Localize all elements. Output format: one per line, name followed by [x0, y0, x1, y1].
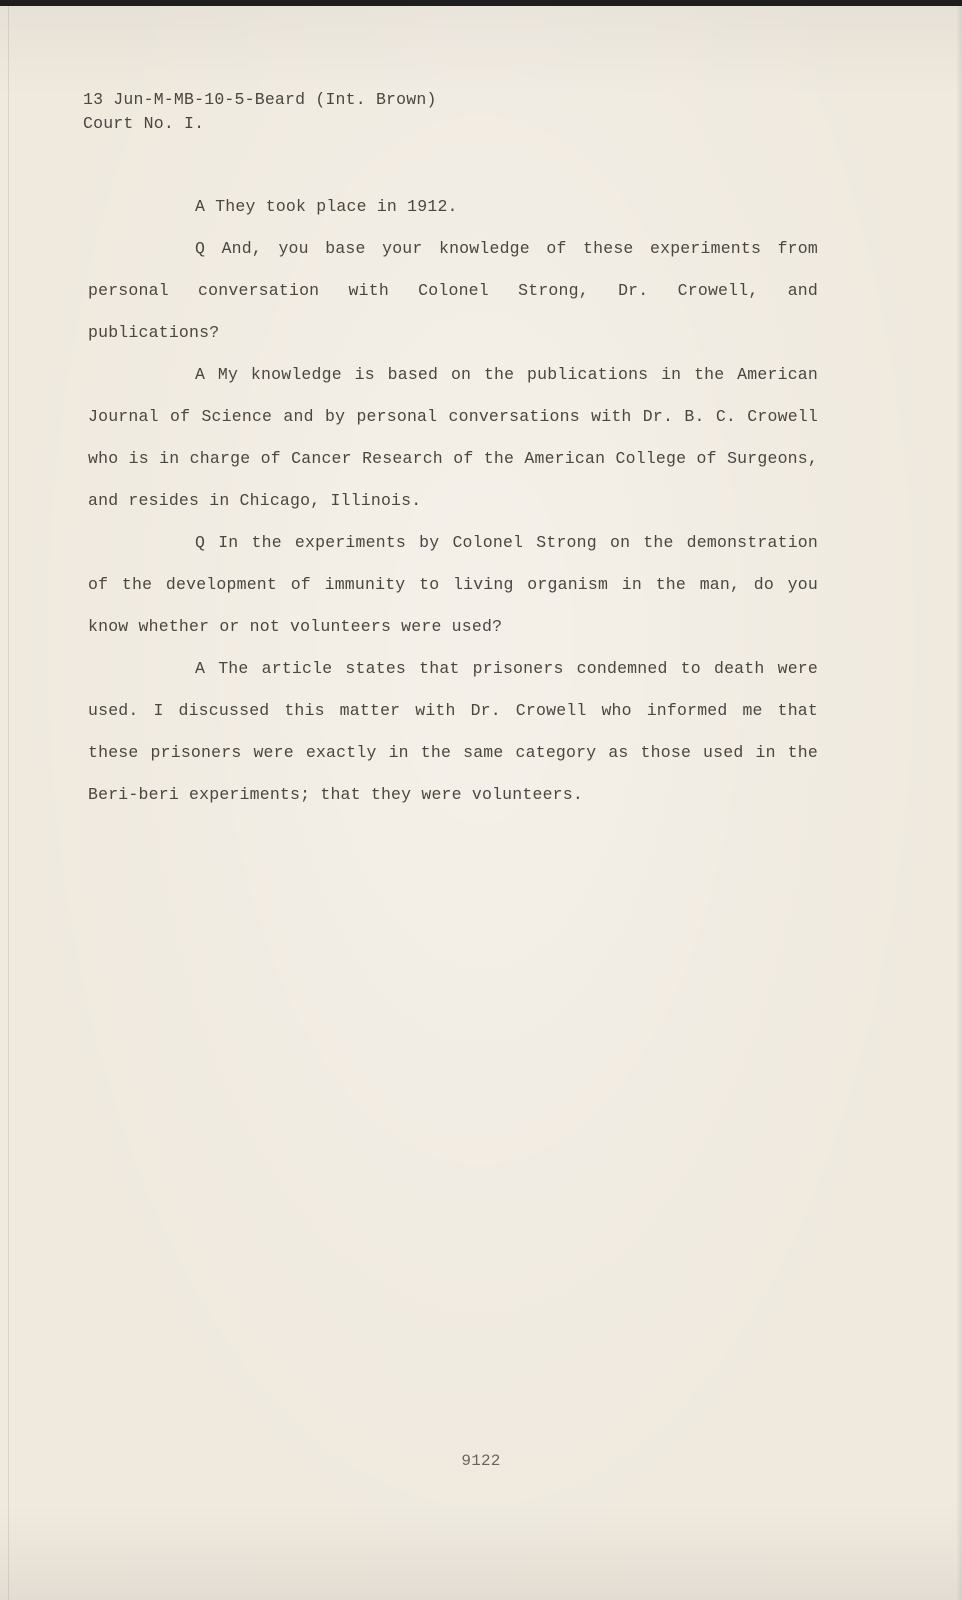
- transcript-body: [88, 186, 818, 816]
- transcript-paragraph-answer-1: A They took place in 1912.: [195, 197, 458, 216]
- transcript-paragraph-answer-3: A The article states that prisoners condemned to death were used. I discussed this matter with Dr. Crowell who informed me that these prisoners were exactly in the same category as those used in the Beri-beri experiments; that they were volunteers.: [88, 659, 818, 804]
- transcript-paragraph-question-1: Q And, you base your knowledge of these experiments from personal conversation with Colonel Strong, Dr. Crowell, and publications?: [88, 239, 818, 342]
- scan-right-shadow: [956, 6, 962, 1600]
- scan-left-rule: [8, 6, 9, 1600]
- transcript-paragraph-question-2: Q In the experiments by Colonel Strong on the demonstration of the development of immunity to living organism in the man, do you know whether or not volunteers were used?: [88, 533, 818, 636]
- header-court-line: Court No. I.: [83, 114, 205, 133]
- header-case-line: 13 Jun-M-MB-10-5-Beard (Int. Brown): [83, 90, 437, 109]
- transcript-paragraph-answer-2: A My knowledge is based on the publications in the American Journal of Science and by personal conversations with Dr. B. C. Crowell who is in charge of Cancer Research of the American College of Surgeons, and resides in Chicago, Illinois.: [88, 365, 818, 510]
- document-header: [83, 88, 437, 136]
- scan-top-edge: [0, 0, 962, 6]
- page-number: 9122: [461, 1452, 501, 1470]
